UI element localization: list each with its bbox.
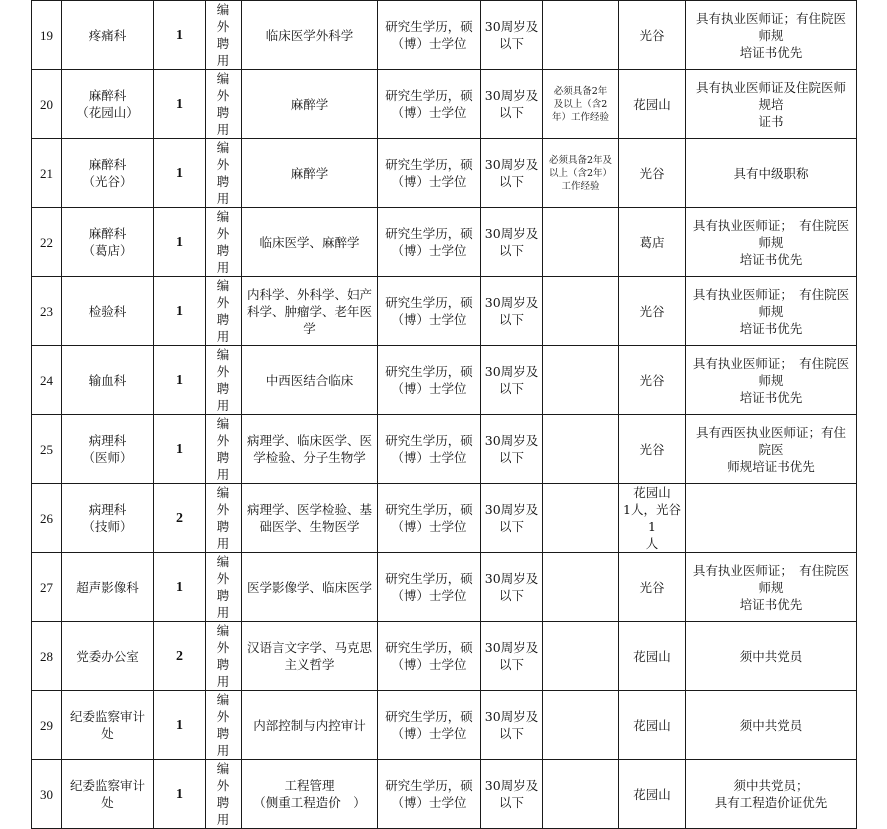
location: 花园山 bbox=[619, 760, 686, 829]
experience bbox=[543, 622, 619, 691]
major: 病理学、临床医学、医 学检验、分子生物学 bbox=[242, 415, 378, 484]
location: 花园山 bbox=[619, 70, 686, 139]
headcount: 1 bbox=[154, 277, 206, 346]
headcount: 1 bbox=[154, 1, 206, 70]
row-number: 19 bbox=[32, 1, 62, 70]
requirements: 具有执业医师证； 有住院医师规 培证书优先 bbox=[686, 208, 857, 277]
age-limit: 30周岁及 以下 bbox=[481, 691, 543, 760]
major: 临床医学外科学 bbox=[242, 1, 378, 70]
headcount: 2 bbox=[154, 622, 206, 691]
employment-type: 编外 聘用 bbox=[206, 1, 242, 70]
age-limit: 30周岁及 以下 bbox=[481, 760, 543, 829]
department: 病理科 （技师） bbox=[62, 484, 154, 553]
age-limit: 30周岁及 以下 bbox=[481, 622, 543, 691]
major: 医学影像学、临床医学 bbox=[242, 553, 378, 622]
employment-type: 编外 聘用 bbox=[206, 484, 242, 553]
requirements bbox=[686, 484, 857, 553]
department: 纪委监察审计 处 bbox=[62, 691, 154, 760]
age-limit: 30周岁及 以下 bbox=[481, 484, 543, 553]
row-number: 22 bbox=[32, 208, 62, 277]
row-number: 30 bbox=[32, 760, 62, 829]
age-limit: 30周岁及 以下 bbox=[481, 1, 543, 70]
table-row bbox=[32, 484, 857, 553]
age-limit: 30周岁及 以下 bbox=[481, 70, 543, 139]
location: 花园山 1人，光谷1 人 bbox=[619, 484, 686, 553]
major: 麻醉学 bbox=[242, 70, 378, 139]
experience bbox=[543, 277, 619, 346]
row-number: 21 bbox=[32, 139, 62, 208]
headcount: 1 bbox=[154, 760, 206, 829]
requirements: 须中共党员； 具有工程造价证优先 bbox=[686, 760, 857, 829]
experience: 必须具备2年及 以上（含2年） 工作经验 bbox=[543, 139, 619, 208]
department: 病理科 （医师） bbox=[62, 415, 154, 484]
major: 工程管理 （侧重工程造价 ） bbox=[242, 760, 378, 829]
experience bbox=[543, 691, 619, 760]
row-number: 29 bbox=[32, 691, 62, 760]
headcount: 1 bbox=[154, 691, 206, 760]
experience bbox=[543, 208, 619, 277]
location: 光谷 bbox=[619, 346, 686, 415]
table-row bbox=[32, 622, 857, 691]
row-number: 26 bbox=[32, 484, 62, 553]
requirements: 具有执业医师证； 有住院医师规 培证书优先 bbox=[686, 277, 857, 346]
age-limit: 30周岁及 以下 bbox=[481, 208, 543, 277]
major: 中西医结合临床 bbox=[242, 346, 378, 415]
requirements: 具有执业医师证； 有住院医师规 培证书优先 bbox=[686, 346, 857, 415]
education: 研究生学历，硕 （博）士学位 bbox=[378, 1, 481, 70]
row-number: 24 bbox=[32, 346, 62, 415]
requirements: 具有执业医师证；有住院医师规 培证书优先 bbox=[686, 1, 857, 70]
headcount: 1 bbox=[154, 208, 206, 277]
table-row bbox=[32, 208, 857, 277]
experience bbox=[543, 1, 619, 70]
education: 研究生学历，硕 （博）士学位 bbox=[378, 622, 481, 691]
experience bbox=[543, 760, 619, 829]
education: 研究生学历，硕 （博）士学位 bbox=[378, 70, 481, 139]
requirements: 须中共党员 bbox=[686, 691, 857, 760]
location: 葛店 bbox=[619, 208, 686, 277]
requirements: 须中共党员 bbox=[686, 622, 857, 691]
table-row bbox=[32, 760, 857, 829]
education: 研究生学历，硕 （博）士学位 bbox=[378, 208, 481, 277]
location: 光谷 bbox=[619, 553, 686, 622]
location: 花园山 bbox=[619, 622, 686, 691]
age-limit: 30周岁及 以下 bbox=[481, 346, 543, 415]
employment-type: 编外 聘用 bbox=[206, 415, 242, 484]
row-number: 27 bbox=[32, 553, 62, 622]
major: 病理学、医学检验、基 础医学、生物医学 bbox=[242, 484, 378, 553]
recruitment-table bbox=[31, 0, 857, 829]
table-row bbox=[32, 346, 857, 415]
major: 内科学、外科学、妇产 科学、肿瘤学、老年医 学 bbox=[242, 277, 378, 346]
department: 麻醉科 （葛店） bbox=[62, 208, 154, 277]
department: 麻醉科 （光谷） bbox=[62, 139, 154, 208]
experience bbox=[543, 484, 619, 553]
major: 麻醉学 bbox=[242, 139, 378, 208]
row-number: 25 bbox=[32, 415, 62, 484]
department: 纪委监察审计 处 bbox=[62, 760, 154, 829]
education: 研究生学历，硕 （博）士学位 bbox=[378, 277, 481, 346]
row-number: 23 bbox=[32, 277, 62, 346]
age-limit: 30周岁及 以下 bbox=[481, 415, 543, 484]
education: 研究生学历，硕 （博）士学位 bbox=[378, 139, 481, 208]
table-row bbox=[32, 70, 857, 139]
employment-type: 编外 聘用 bbox=[206, 70, 242, 139]
location: 花园山 bbox=[619, 691, 686, 760]
education: 研究生学历，硕 （博）士学位 bbox=[378, 346, 481, 415]
age-limit: 30周岁及 以下 bbox=[481, 139, 543, 208]
education: 研究生学历，硕 （博）士学位 bbox=[378, 484, 481, 553]
headcount: 1 bbox=[154, 346, 206, 415]
education: 研究生学历，硕 （博）士学位 bbox=[378, 691, 481, 760]
table-row bbox=[32, 1, 857, 70]
employment-type: 编外 聘用 bbox=[206, 691, 242, 760]
headcount: 1 bbox=[154, 139, 206, 208]
major: 内部控制与内控审计 bbox=[242, 691, 378, 760]
department: 输血科 bbox=[62, 346, 154, 415]
location: 光谷 bbox=[619, 1, 686, 70]
requirements: 具有执业医师证及住院医师规培 证书 bbox=[686, 70, 857, 139]
department: 麻醉科 （花园山） bbox=[62, 70, 154, 139]
location: 光谷 bbox=[619, 139, 686, 208]
experience bbox=[543, 346, 619, 415]
department: 检验科 bbox=[62, 277, 154, 346]
headcount: 1 bbox=[154, 415, 206, 484]
employment-type: 编外 聘用 bbox=[206, 277, 242, 346]
headcount: 2 bbox=[154, 484, 206, 553]
row-number: 28 bbox=[32, 622, 62, 691]
requirements: 具有西医执业医师证；有住院医 师规培证书优先 bbox=[686, 415, 857, 484]
department: 超声影像科 bbox=[62, 553, 154, 622]
employment-type: 编外 聘用 bbox=[206, 139, 242, 208]
age-limit: 30周岁及 以下 bbox=[481, 277, 543, 346]
experience bbox=[543, 553, 619, 622]
age-limit: 30周岁及 以下 bbox=[481, 553, 543, 622]
requirements: 具有中级职称 bbox=[686, 139, 857, 208]
major: 临床医学、麻醉学 bbox=[242, 208, 378, 277]
headcount: 1 bbox=[154, 70, 206, 139]
department: 党委办公室 bbox=[62, 622, 154, 691]
headcount: 1 bbox=[154, 553, 206, 622]
location: 光谷 bbox=[619, 277, 686, 346]
row-number: 20 bbox=[32, 70, 62, 139]
department: 疼痛科 bbox=[62, 1, 154, 70]
table-row bbox=[32, 553, 857, 622]
major: 汉语言文字学、马克思 主义哲学 bbox=[242, 622, 378, 691]
table-row bbox=[32, 415, 857, 484]
table-row bbox=[32, 139, 857, 208]
employment-type: 编外 聘用 bbox=[206, 553, 242, 622]
table-row bbox=[32, 691, 857, 760]
employment-type: 编外 聘用 bbox=[206, 346, 242, 415]
employment-type: 编外 聘用 bbox=[206, 760, 242, 829]
education: 研究生学历，硕 （博）士学位 bbox=[378, 760, 481, 829]
experience: 必须具备2年 及以上（含2 年）工作经验 bbox=[543, 70, 619, 139]
employment-type: 编外 聘用 bbox=[206, 622, 242, 691]
education: 研究生学历，硕 （博）士学位 bbox=[378, 553, 481, 622]
requirements: 具有执业医师证； 有住院医师规 培证书优先 bbox=[686, 553, 857, 622]
location: 光谷 bbox=[619, 415, 686, 484]
employment-type: 编外 聘用 bbox=[206, 208, 242, 277]
table-row bbox=[32, 277, 857, 346]
education: 研究生学历，硕 （博）士学位 bbox=[378, 415, 481, 484]
experience bbox=[543, 415, 619, 484]
